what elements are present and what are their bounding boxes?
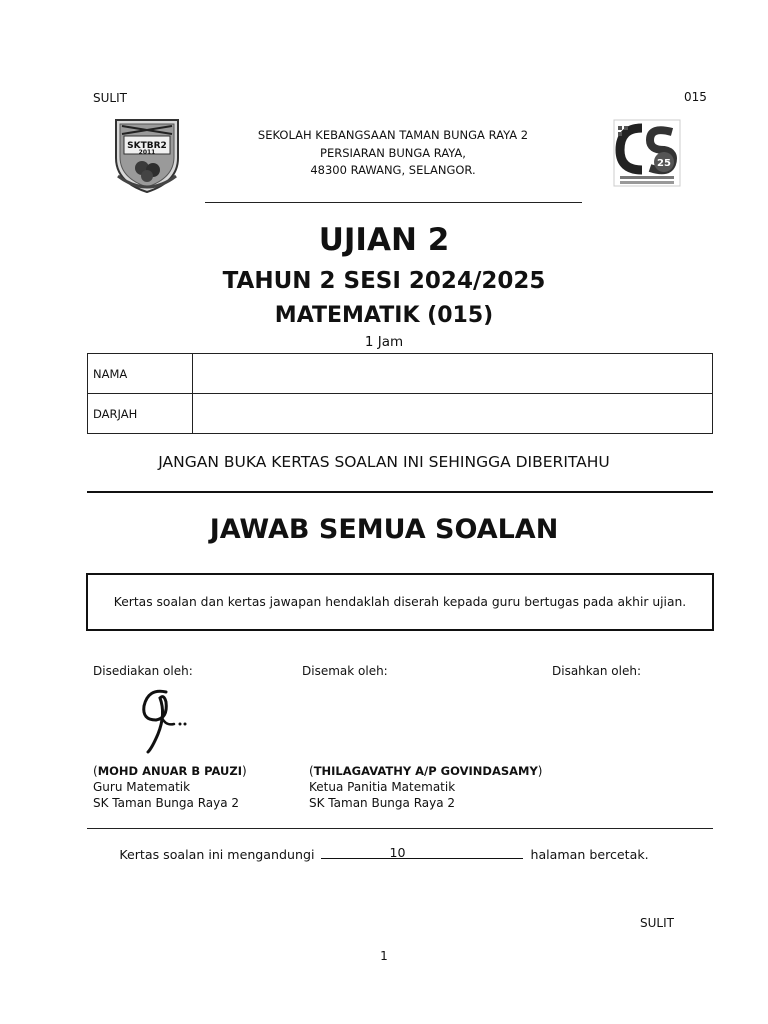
school-street: PERSIARAN BUNGA RAYA, <box>320 145 466 160</box>
table-row <box>88 354 713 394</box>
class-label: DARJAH <box>88 394 193 434</box>
checker-school: SK Taman Bunga Raya 2 <box>309 796 456 810</box>
checker-role: Ketua Panitia Matematik <box>309 780 456 794</box>
school-name: SEKOLAH KEBANGSAAN TAMAN BUNGA RAYA 2 <box>257 128 529 142</box>
exam-year-session: TAHUN 2 SESI 2024/2025 <box>222 268 546 294</box>
cs25-logo <box>612 118 682 188</box>
name-label: NAMA <box>88 354 193 394</box>
approved-by-label: Disahkan oleh: <box>552 664 642 678</box>
footer-divider <box>87 828 713 829</box>
student-info-table <box>87 353 713 434</box>
page-count-blank <box>321 846 523 859</box>
preparer-school: SK Taman Bunga Raya 2 <box>93 796 240 810</box>
exam-title: UJIAN 2 <box>318 222 450 258</box>
page-number: 1 <box>380 949 388 963</box>
answer-all-heading: JAWAB SEMUA SOALAN <box>209 514 559 545</box>
do-not-open-warning: JANGAN BUKA KERTAS SOALAN INI SEHINGGA DIBERITAHU <box>158 453 610 471</box>
exam-subject: MATEMATIK (015) <box>274 303 494 328</box>
preparer-name: MOHD ANUAR B PAUZI <box>97 764 242 778</box>
handwritten-signature <box>136 684 192 756</box>
page-count-suffix: halaman bercetak. <box>530 847 649 862</box>
table-row <box>88 394 713 434</box>
instruction-text: Kertas soalan dan kertas jawapan hendaklah diserah kepada guru bertugas pada akhir ujian. <box>113 595 687 609</box>
svg-text:SKTBR2: SKTBR2 <box>127 141 167 151</box>
school-address <box>190 127 596 180</box>
checked-by-label: Disemak oleh: <box>302 664 388 678</box>
subject-code: 015 <box>684 90 707 104</box>
school-crest-logo <box>108 114 186 194</box>
section-divider <box>87 491 713 493</box>
school-city: 48300 RAWANG, SELANGOR. <box>310 163 476 177</box>
class-field[interactable] <box>193 394 713 434</box>
classification-label-bottom: SULIT <box>640 916 674 930</box>
checker-name: THILAGAVATHY A/P GOVINDASAMY <box>313 764 538 778</box>
svg-text:25: 25 <box>657 158 671 169</box>
page-count-prefix: Kertas soalan ini mengandungi <box>119 847 315 862</box>
svg-text:2011: 2011 <box>138 149 156 156</box>
page-count-number: 10 <box>389 845 406 860</box>
checker-block: (THILAGAVATHY A/P GOVINDASAMY) Ketua Panitia Matematik SK Taman Bunga Raya 2 <box>309 764 543 810</box>
address-divider <box>205 202 582 203</box>
instruction-box <box>86 573 714 631</box>
name-field[interactable] <box>193 354 713 394</box>
prepared-by-label: Disediakan oleh: <box>93 664 193 678</box>
preparer-role: Guru Matematik <box>93 780 191 794</box>
exam-duration: 1 Jam <box>364 334 404 350</box>
preparer-block: (MOHD ANUAR B PAUZI) Guru Matematik SK Taman Bunga Raya 2 <box>93 764 247 810</box>
page-count-statement <box>0 846 768 862</box>
classification-label-top: SULIT <box>93 91 127 105</box>
